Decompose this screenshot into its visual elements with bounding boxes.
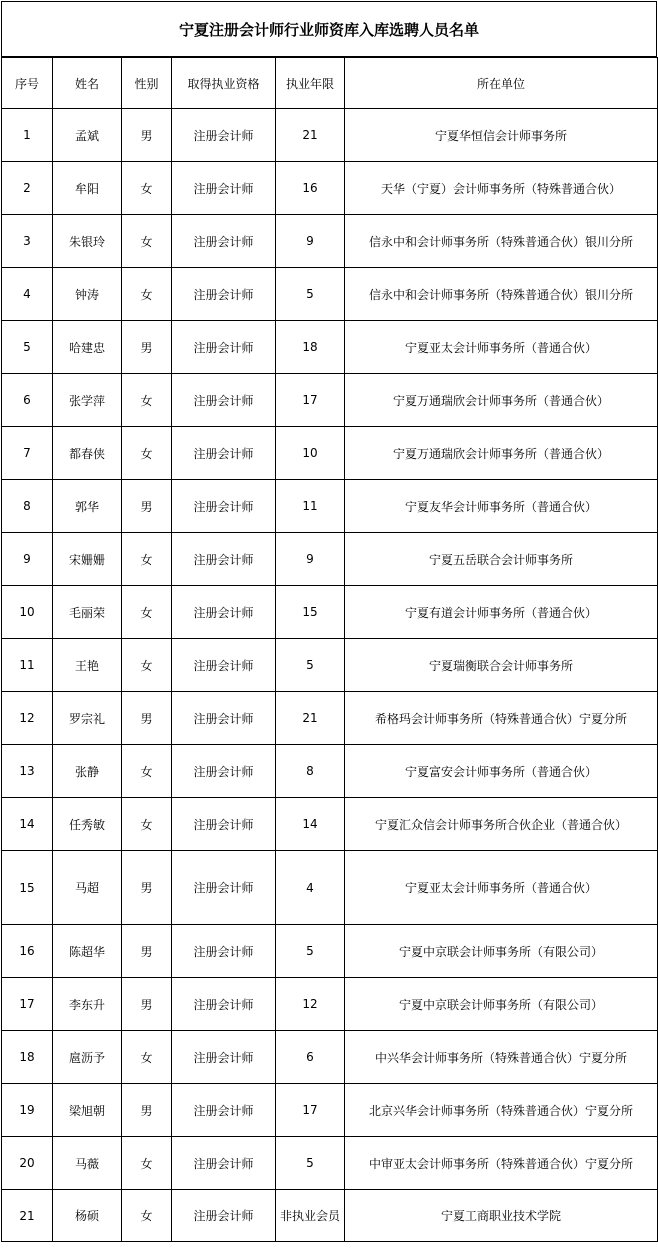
col-header-index: 序号 — [2, 58, 53, 109]
cell-years: 10 — [276, 427, 345, 480]
cell-name: 张静 — [53, 745, 122, 798]
cell-index: 13 — [2, 745, 53, 798]
table-row — [2, 586, 658, 639]
cell-years: 9 — [276, 215, 345, 268]
table-row — [2, 639, 658, 692]
cell-index: 19 — [2, 1084, 53, 1137]
table-row — [2, 978, 658, 1031]
cell-gender: 男 — [122, 978, 172, 1031]
table-row — [2, 745, 658, 798]
cell-organization: 宁夏友华会计师事务所（普通合伙） — [345, 480, 658, 533]
cell-gender: 女 — [122, 586, 172, 639]
cell-name: 孟斌 — [53, 109, 122, 162]
cell-years: 6 — [276, 1031, 345, 1084]
cell-years: 17 — [276, 374, 345, 427]
cell-name: 宋姗姗 — [53, 533, 122, 586]
cell-years: 17 — [276, 1084, 345, 1137]
header-row — [2, 58, 658, 109]
cell-years: 8 — [276, 745, 345, 798]
table-row — [2, 268, 658, 321]
cell-organization: 宁夏中京联会计师事务所（有限公司） — [345, 925, 658, 978]
cell-organization: 天华（宁夏）会计师事务所（特殊普通合伙） — [345, 162, 658, 215]
cell-organization: 宁夏瑞衡联合会计师事务所 — [345, 639, 658, 692]
cell-name: 钟涛 — [53, 268, 122, 321]
cell-years: 9 — [276, 533, 345, 586]
cell-organization: 宁夏富安会计师事务所（普通合伙） — [345, 745, 658, 798]
cell-organization: 信永中和会计师事务所（特殊普通合伙）银川分所 — [345, 215, 658, 268]
cell-index: 9 — [2, 533, 53, 586]
cell-organization: 宁夏中京联会计师事务所（有限公司） — [345, 978, 658, 1031]
cell-organization: 宁夏华恒信会计师事务所 — [345, 109, 658, 162]
cell-years: 5 — [276, 639, 345, 692]
cell-years: 5 — [276, 925, 345, 978]
cell-organization: 中兴华会计师事务所（特殊普通合伙）宁夏分所 — [345, 1031, 658, 1084]
cell-years: 4 — [276, 851, 345, 925]
cell-index: 11 — [2, 639, 53, 692]
col-header-qualification: 取得执业资格 — [172, 58, 276, 109]
cell-name: 李东升 — [53, 978, 122, 1031]
cell-name: 张学萍 — [53, 374, 122, 427]
cell-qualification: 注册会计师 — [172, 639, 276, 692]
cell-name: 梁旭朝 — [53, 1084, 122, 1137]
cell-index: 21 — [2, 1190, 53, 1242]
cell-name: 郭华 — [53, 480, 122, 533]
cell-qualification: 注册会计师 — [172, 215, 276, 268]
cell-index: 8 — [2, 480, 53, 533]
roster-body — [2, 109, 658, 1242]
cell-qualification: 注册会计师 — [172, 1031, 276, 1084]
cell-index: 17 — [2, 978, 53, 1031]
cell-gender: 女 — [122, 798, 172, 851]
cell-qualification: 注册会计师 — [172, 374, 276, 427]
cell-qualification: 注册会计师 — [172, 745, 276, 798]
cell-qualification: 注册会计师 — [172, 1190, 276, 1242]
col-header-years: 执业年限 — [276, 58, 345, 109]
col-header-gender: 性别 — [122, 58, 172, 109]
cell-qualification: 注册会计师 — [172, 798, 276, 851]
cell-qualification: 注册会计师 — [172, 692, 276, 745]
cell-index: 14 — [2, 798, 53, 851]
cell-index: 1 — [2, 109, 53, 162]
cell-qualification: 注册会计师 — [172, 925, 276, 978]
cell-index: 20 — [2, 1137, 53, 1190]
cell-name: 哈建忠 — [53, 321, 122, 374]
cell-organization: 宁夏有道会计师事务所（普通合伙） — [345, 586, 658, 639]
roster-table — [1, 57, 658, 1242]
cell-gender: 女 — [122, 374, 172, 427]
cell-years: 11 — [276, 480, 345, 533]
table-row — [2, 925, 658, 978]
cell-qualification: 注册会计师 — [172, 321, 276, 374]
table-row — [2, 215, 658, 268]
cell-years: 16 — [276, 162, 345, 215]
table-row — [2, 162, 658, 215]
cell-name: 杨硕 — [53, 1190, 122, 1242]
cell-qualification: 注册会计师 — [172, 533, 276, 586]
cell-years: 5 — [276, 1137, 345, 1190]
sheet-title: 宁夏注册会计师行业师资库入库选聘人员名单 — [1, 1, 657, 57]
cell-organization: 宁夏五岳联合会计师事务所 — [345, 533, 658, 586]
cell-qualification: 注册会计师 — [172, 427, 276, 480]
cell-gender: 女 — [122, 533, 172, 586]
cell-name: 罗宗礼 — [53, 692, 122, 745]
table-row — [2, 1137, 658, 1190]
cell-name: 陈超华 — [53, 925, 122, 978]
table-row — [2, 374, 658, 427]
cell-years: 18 — [276, 321, 345, 374]
cell-years: 非执业会员 — [276, 1190, 345, 1242]
table-row — [2, 427, 658, 480]
cell-years: 21 — [276, 109, 345, 162]
cell-gender: 女 — [122, 745, 172, 798]
cell-qualification: 注册会计师 — [172, 851, 276, 925]
cell-gender: 男 — [122, 925, 172, 978]
cell-organization: 宁夏万通瑞欣会计师事务所（普通合伙） — [345, 427, 658, 480]
table-row — [2, 1031, 658, 1084]
cell-gender: 男 — [122, 851, 172, 925]
cell-qualification: 注册会计师 — [172, 586, 276, 639]
cell-index: 18 — [2, 1031, 53, 1084]
col-header-organization: 所在单位 — [345, 58, 658, 109]
cell-name: 马超 — [53, 851, 122, 925]
table-row — [2, 321, 658, 374]
cell-gender: 男 — [122, 692, 172, 745]
cell-gender: 男 — [122, 1084, 172, 1137]
cell-index: 2 — [2, 162, 53, 215]
cell-name: 任秀敏 — [53, 798, 122, 851]
cell-gender: 男 — [122, 480, 172, 533]
cell-qualification: 注册会计师 — [172, 978, 276, 1031]
cell-gender: 女 — [122, 215, 172, 268]
cell-years: 14 — [276, 798, 345, 851]
cell-index: 15 — [2, 851, 53, 925]
cell-qualification: 注册会计师 — [172, 109, 276, 162]
roster-sheet — [1, 1, 657, 1242]
cell-organization: 信永中和会计师事务所（特殊普通合伙）银川分所 — [345, 268, 658, 321]
cell-name: 扈沥予 — [53, 1031, 122, 1084]
cell-qualification: 注册会计师 — [172, 162, 276, 215]
table-row — [2, 533, 658, 586]
cell-years: 21 — [276, 692, 345, 745]
cell-gender: 男 — [122, 321, 172, 374]
table-row — [2, 109, 658, 162]
table-row — [2, 692, 658, 745]
cell-gender: 女 — [122, 162, 172, 215]
cell-years: 12 — [276, 978, 345, 1031]
cell-gender: 女 — [122, 1031, 172, 1084]
cell-organization: 宁夏万通瑞欣会计师事务所（普通合伙） — [345, 374, 658, 427]
cell-index: 5 — [2, 321, 53, 374]
cell-index: 16 — [2, 925, 53, 978]
cell-index: 6 — [2, 374, 53, 427]
cell-index: 12 — [2, 692, 53, 745]
cell-gender: 女 — [122, 1190, 172, 1242]
cell-index: 3 — [2, 215, 53, 268]
cell-organization: 宁夏亚太会计师事务所（普通合伙） — [345, 321, 658, 374]
cell-organization: 希格玛会计师事务所（特殊普通合伙）宁夏分所 — [345, 692, 658, 745]
cell-qualification: 注册会计师 — [172, 268, 276, 321]
table-row — [2, 1190, 658, 1242]
cell-name: 马薇 — [53, 1137, 122, 1190]
cell-organization: 宁夏亚太会计师事务所（普通合伙） — [345, 851, 658, 925]
cell-organization: 北京兴华会计师事务所（特殊普通合伙）宁夏分所 — [345, 1084, 658, 1137]
cell-index: 7 — [2, 427, 53, 480]
table-row — [2, 1084, 658, 1137]
cell-gender: 女 — [122, 1137, 172, 1190]
cell-qualification: 注册会计师 — [172, 480, 276, 533]
cell-qualification: 注册会计师 — [172, 1084, 276, 1137]
cell-organization: 宁夏汇众信会计师事务所合伙企业（普通合伙） — [345, 798, 658, 851]
table-row — [2, 480, 658, 533]
cell-organization: 宁夏工商职业技术学院 — [345, 1190, 658, 1242]
cell-gender: 男 — [122, 109, 172, 162]
cell-qualification: 注册会计师 — [172, 1137, 276, 1190]
cell-years: 5 — [276, 268, 345, 321]
table-row — [2, 851, 658, 925]
cell-name: 朱银玲 — [53, 215, 122, 268]
cell-gender: 女 — [122, 639, 172, 692]
table-row — [2, 798, 658, 851]
cell-index: 4 — [2, 268, 53, 321]
cell-organization: 中审亚太会计师事务所（特殊普通合伙）宁夏分所 — [345, 1137, 658, 1190]
cell-years: 15 — [276, 586, 345, 639]
cell-name: 毛丽荣 — [53, 586, 122, 639]
cell-name: 都春侠 — [53, 427, 122, 480]
cell-gender: 女 — [122, 268, 172, 321]
cell-name: 牟阳 — [53, 162, 122, 215]
cell-index: 10 — [2, 586, 53, 639]
col-header-name: 姓名 — [53, 58, 122, 109]
cell-gender: 女 — [122, 427, 172, 480]
cell-name: 王艳 — [53, 639, 122, 692]
